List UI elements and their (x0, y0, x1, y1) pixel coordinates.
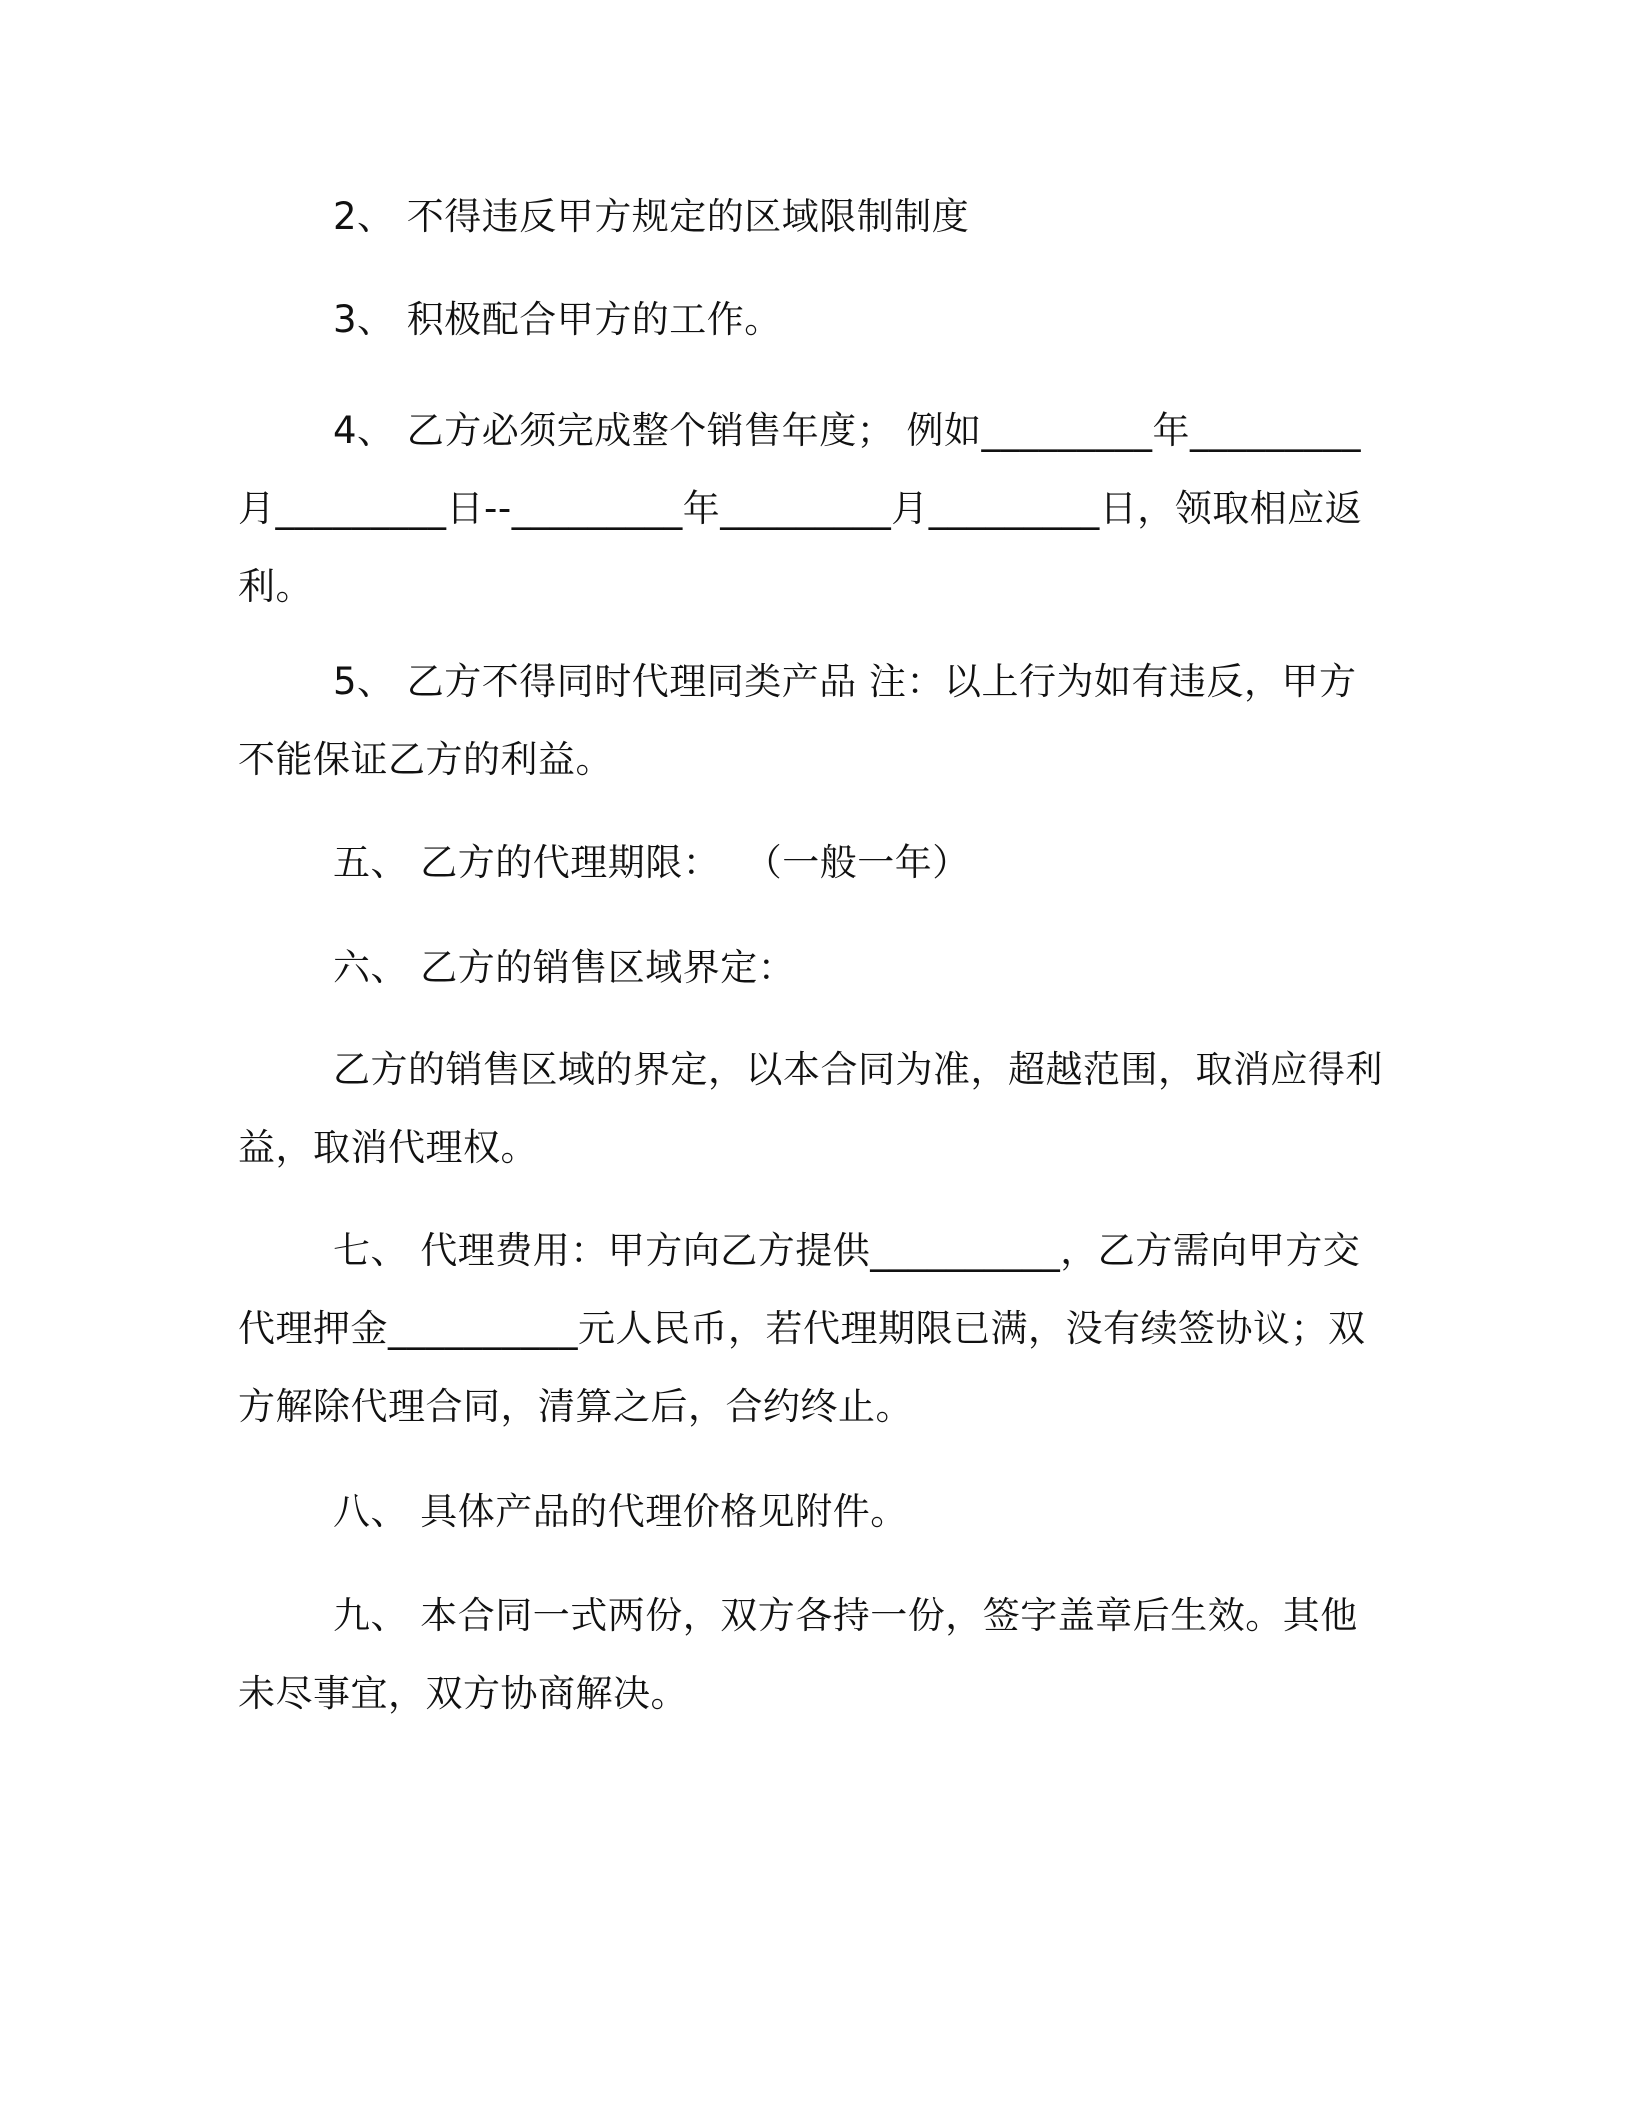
section-9-contract-copies: 九、 本合同一式两份，双方各持一份，签字盖章后生效。其他未尽事宜，双方协商解决。 (238, 1594, 1358, 1715)
section-7-agency-fee: 七、 代理费用：甲方向乙方提供__________，乙方需向甲方交代理押金__________元人民币，若代理期限已满，没有续签协议；双方解除代理合同，清算之后，合约终止。 (238, 1229, 1366, 1428)
clause-4-sales-year: 4、 乙方必须完成整个销售年度； 例如_________年_________月_________日--_________年_________月_________日，领取相应返利。 (238, 409, 1363, 608)
section-5-agency-term: 五、 乙方的代理期限： （一般一年） (333, 841, 970, 884)
section-6-sales-region: 六、 乙方的销售区域界定： (333, 946, 796, 989)
sales-region-definition: 乙方的销售区域的界定，以本合同为准，超越范围，取消应得利益，取消代理权。 (238, 1048, 1383, 1169)
clause-2-regional-restriction: 2、 不得违反甲方规定的区域限制制度 (333, 195, 970, 238)
section-8-pricing-attachment: 八、 具体产品的代理价格见附件。 (333, 1490, 908, 1533)
clause-5-no-competing-products: 5、 乙方不得同时代理同类产品 注：以上行为如有违反，甲方不能保证乙方的利益。 (238, 660, 1357, 781)
clause-3-cooperate: 3、 积极配合甲方的工作。 (333, 298, 782, 341)
